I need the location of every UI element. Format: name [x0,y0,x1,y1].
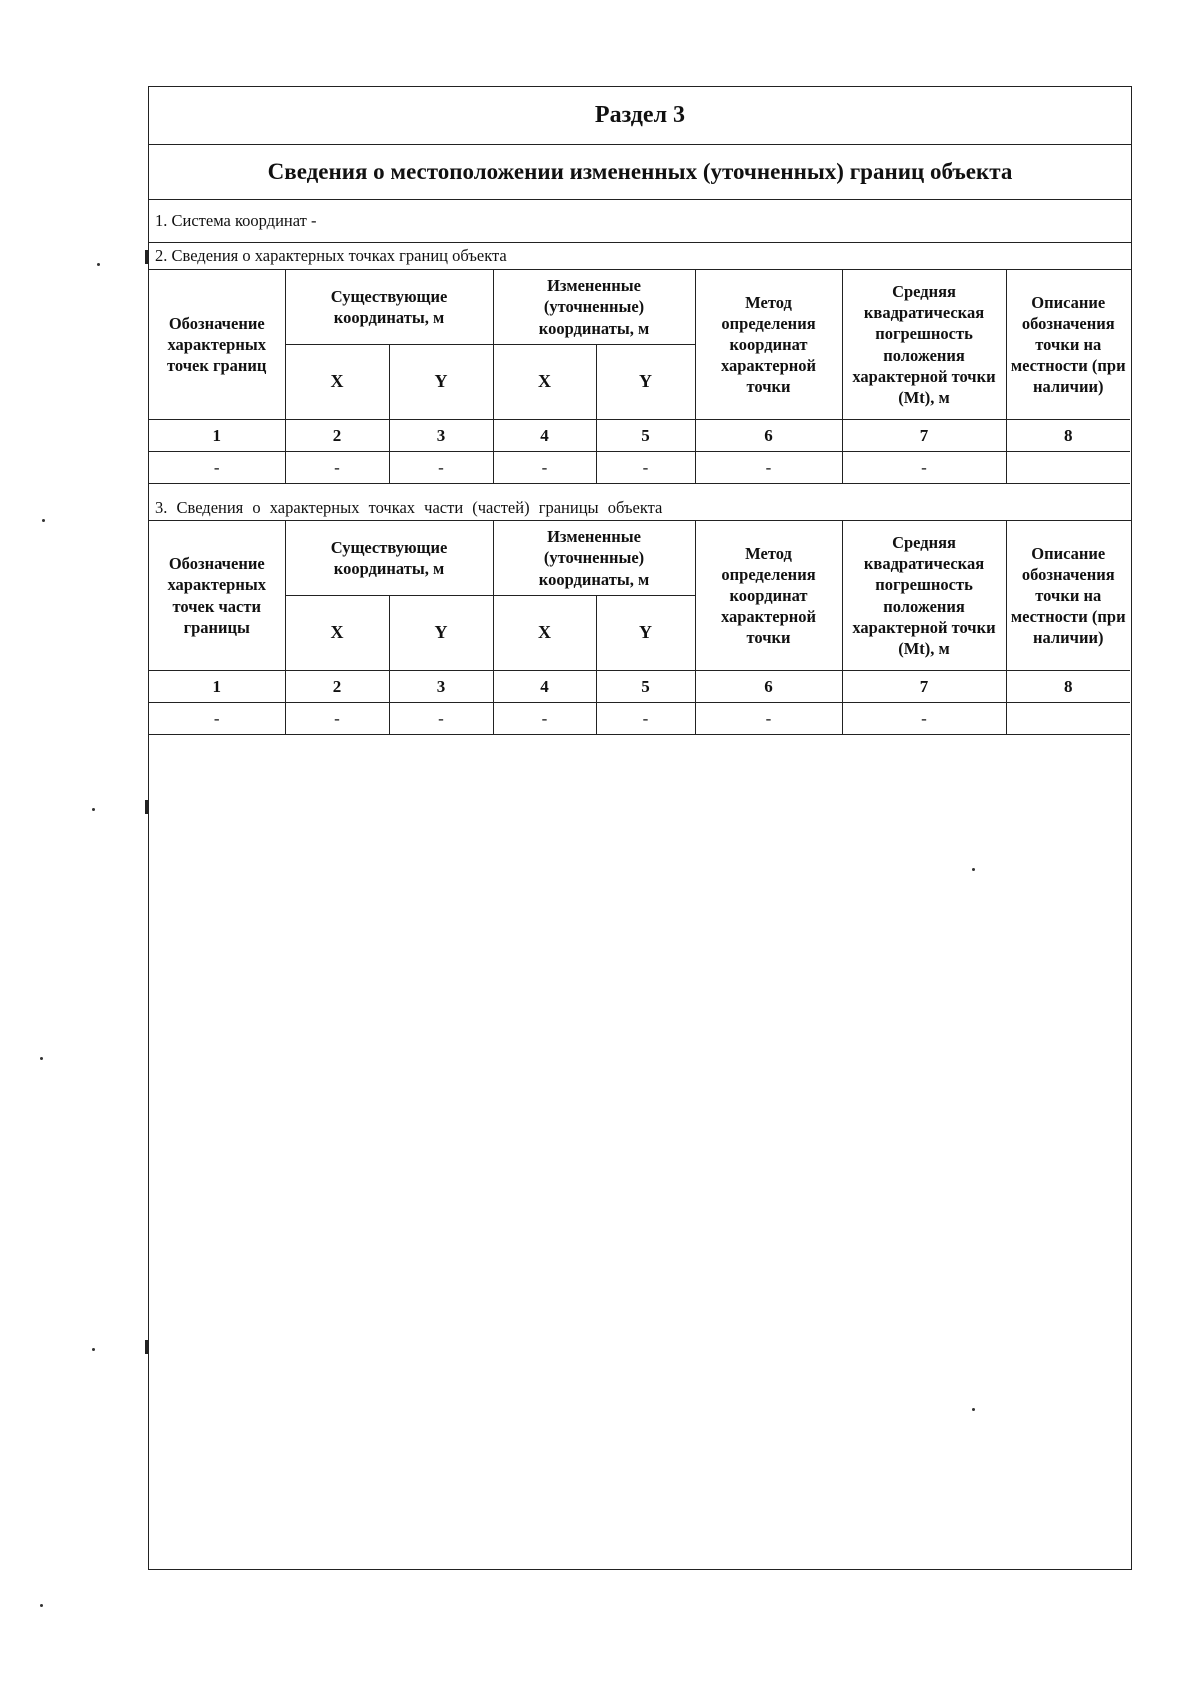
document-frame [148,86,1132,1570]
scan-dot [40,1604,43,1607]
header-changed-coords: Измененные (уточненные) координаты, м [493,521,695,596]
column-number: 3 [389,420,493,452]
table-cell: - [596,452,695,484]
header-x-existing: X [285,596,389,671]
header-y-changed: Y [596,345,695,420]
column-numbers-row [149,671,1130,703]
column-number: 4 [493,420,596,452]
boundary-points-table [149,270,1130,484]
table-cell [1006,452,1130,484]
column-number: 7 [842,671,1006,703]
column-number: 7 [842,420,1006,452]
coordinate-system: 1. Система координат - [149,200,1131,243]
header-designation: Обозначение характерных точек части границы [149,521,285,671]
header-existing-coords: Существующие координаты, м [285,270,493,345]
header-y-existing: Y [389,345,493,420]
header-existing-coords: Существующие координаты, м [285,521,493,596]
table-row [149,703,1130,735]
table-cell [1006,703,1130,735]
header-description: Описание обозначения точки на местности (при наличии) [1006,270,1130,420]
document-subtitle: Сведения о местоположении измененных (уточненных) границ объекта [149,145,1131,200]
header-y-existing: Y [389,596,493,671]
table-cell: - [842,452,1006,484]
table-cell: - [285,703,389,735]
column-number: 8 [1006,671,1130,703]
column-number: 5 [596,671,695,703]
block2-heading: 2. Сведения о характерных точках границ объекта [149,243,1131,270]
column-number: 6 [695,420,842,452]
column-number: 3 [389,671,493,703]
column-numbers-row [149,420,1130,452]
table-cell: - [695,703,842,735]
header-method: Метод определения координат характерной точки [695,270,842,420]
header-x-changed: X [493,345,596,420]
column-number: 5 [596,420,695,452]
column-number: 6 [695,671,842,703]
column-number: 1 [149,420,285,452]
header-error: Средняя квадратическая погрешность положения характерной точки (Mt), м [842,521,1006,671]
table-cell: - [493,703,596,735]
table-cell: - [389,703,493,735]
header-x-existing: X [285,345,389,420]
table-cell: - [149,703,285,735]
header-description: Описание обозначения точки на местности (при наличии) [1006,521,1130,671]
table-cell: - [695,452,842,484]
scan-dot [40,1057,43,1060]
table-cell: - [596,703,695,735]
table-cell: - [842,703,1006,735]
part-boundary-points-table [149,521,1130,735]
header-changed-coords: Измененные (уточненные) координаты, м [493,270,695,345]
header-method: Метод определения координат характерной точки [695,521,842,671]
table-cell: - [493,452,596,484]
column-number: 1 [149,671,285,703]
header-x-changed: X [493,596,596,671]
column-number: 4 [493,671,596,703]
header-error: Средняя квадратическая погрешность положения характерной точки (Mt), м [842,270,1006,420]
scan-dot [92,808,95,811]
table-cell: - [149,452,285,484]
header-y-changed: Y [596,596,695,671]
section-title: Раздел 3 [149,87,1131,145]
column-number: 8 [1006,420,1130,452]
column-number: 2 [285,420,389,452]
scan-dot [42,519,45,522]
table-cell: - [389,452,493,484]
block3-heading: 3. Сведения о характерных точках части (частей) границы объекта [149,495,1131,521]
table-cell: - [285,452,389,484]
scan-dot [97,263,100,266]
header-designation: Обозначение характерных точек границ [149,270,285,420]
column-number: 2 [285,671,389,703]
table-row [149,452,1130,484]
scan-dot [92,1348,95,1351]
